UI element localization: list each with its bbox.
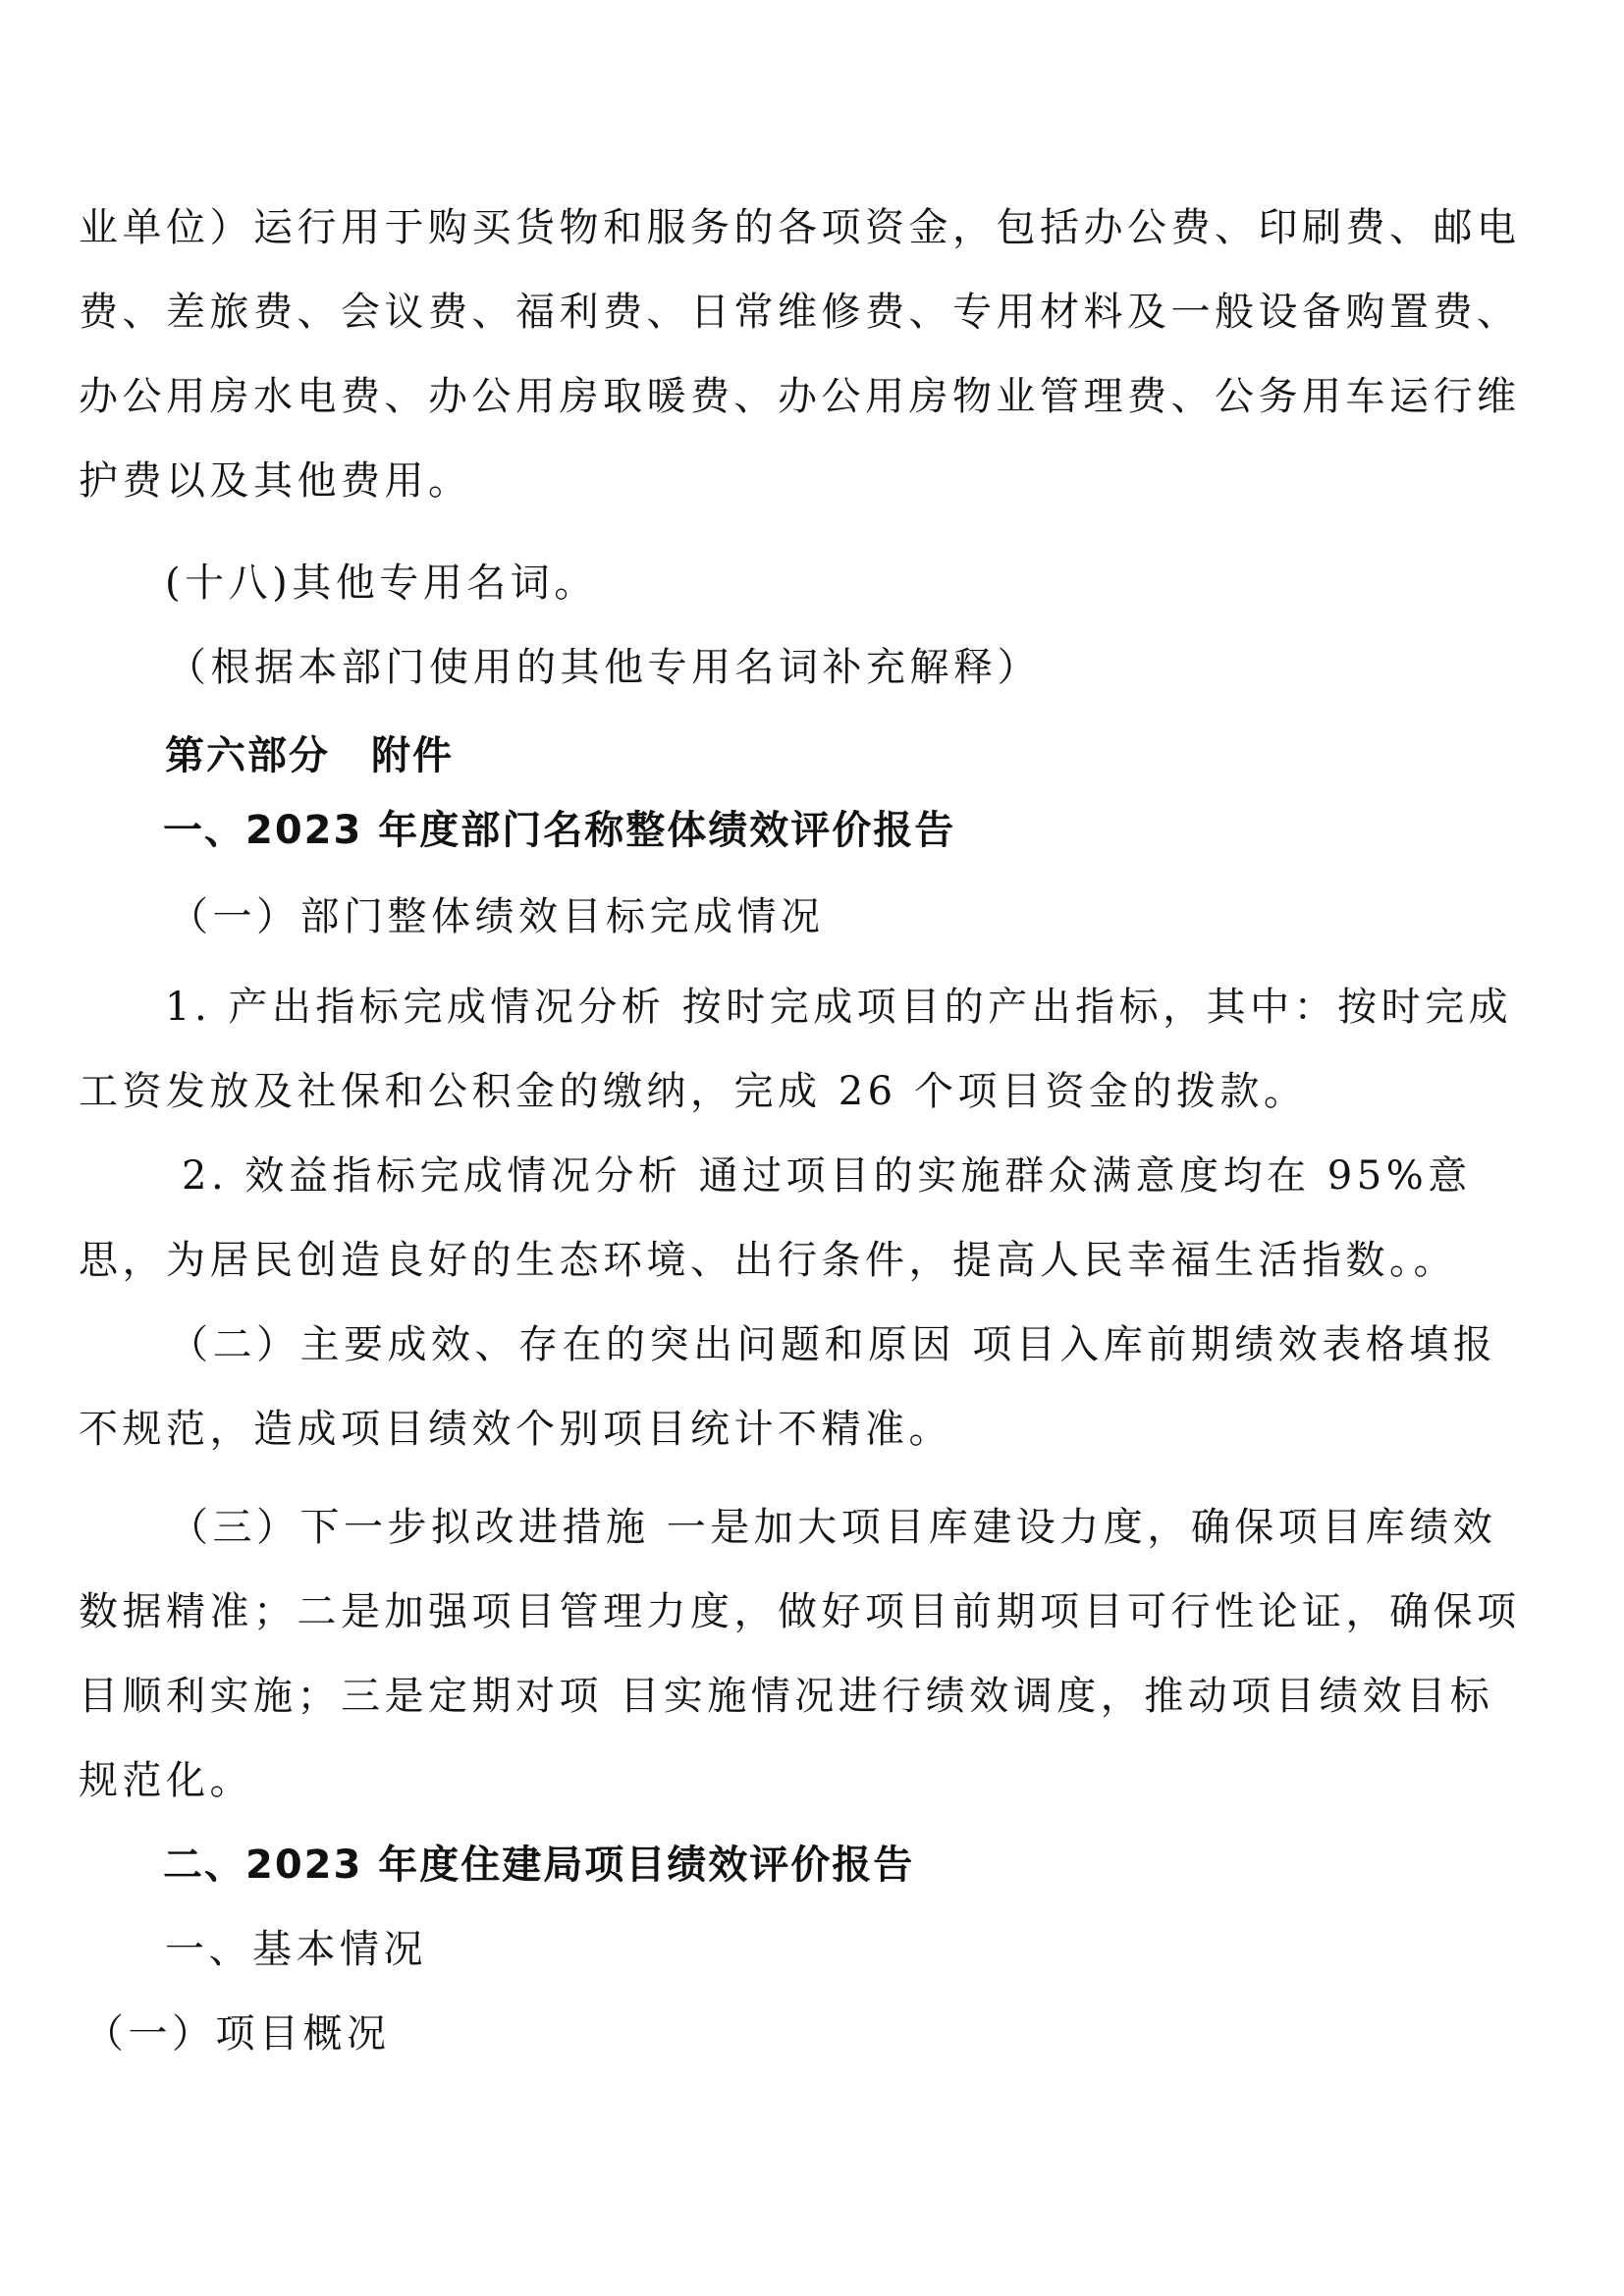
body-text-line: 工资发放及社保和公积金的缴纳，完成 26 个项目资金的拨款。 (79, 1069, 1308, 1114)
body-text-line: 1. 产出指标完成情况分析 按时完成项目的产出指标，其中：按时完成 (165, 985, 1513, 1030)
body-text-line: 规范化。 (79, 1758, 253, 1803)
body-text-line: （二）主要成效、存在的突出问题和原因 项目入库前期绩效表格填报 (169, 1322, 1497, 1367)
note-text: （根据本部门使用的其他专用名词补充解释） (167, 645, 1041, 690)
body-text-line: 2. 效益指标完成情况分析 通过项目的实施群众满意度均在 95%意 (182, 1153, 1472, 1199)
body-text-line: 业单位）运行用于购买货物和服务的各项资金，包括办公费、印刷费、邮电 (79, 205, 1521, 250)
subsection-heading: 一、基本情况 (165, 1927, 427, 1972)
body-text-line: 数据精准；二是加强项目管理力度，做好项目前期项目可行性论证，确保项 (79, 1589, 1521, 1634)
body-text-line: 不规范，造成项目绩效个别项目统计不精准。 (79, 1407, 952, 1452)
item-heading-18: (十八)其他专用名词。 (165, 561, 598, 606)
body-text-line: 费、差旅费、会议费、福利费、日常维修费、专用材料及一般设备购置费、 (79, 290, 1521, 335)
body-text-line: 办公用房水电费、办公用房取暖费、办公用房物业管理费、公务用车运行维 (79, 374, 1521, 419)
body-text-line: （三）下一步拟改进措施 一是加大项目库建设力度，确保项目库绩效 (169, 1505, 1497, 1550)
subsection-heading: （一）项目概况 (84, 2011, 391, 2056)
subsection-heading: （一）部门整体绩效目标完成情况 (169, 894, 825, 939)
body-text-line: 护费以及其他费用。 (79, 458, 472, 504)
body-text-line: 思，为居民创造良好的生态环境、出行条件，提高人民幸福生活指数。。 (79, 1238, 1457, 1283)
section-heading-dept-report: 一、2023 年度部门名称整体绩效评价报告 (163, 808, 956, 853)
section-heading-part-six: 第六部分 附件 (165, 733, 454, 778)
section-heading-project-report: 二、2023 年度住建局项目绩效评价报告 (163, 1842, 915, 1888)
body-text-line: 目顺利实施；三是定期对项 目实施情况进行绩效调度，推动项目绩效目标 (79, 1674, 1494, 1719)
